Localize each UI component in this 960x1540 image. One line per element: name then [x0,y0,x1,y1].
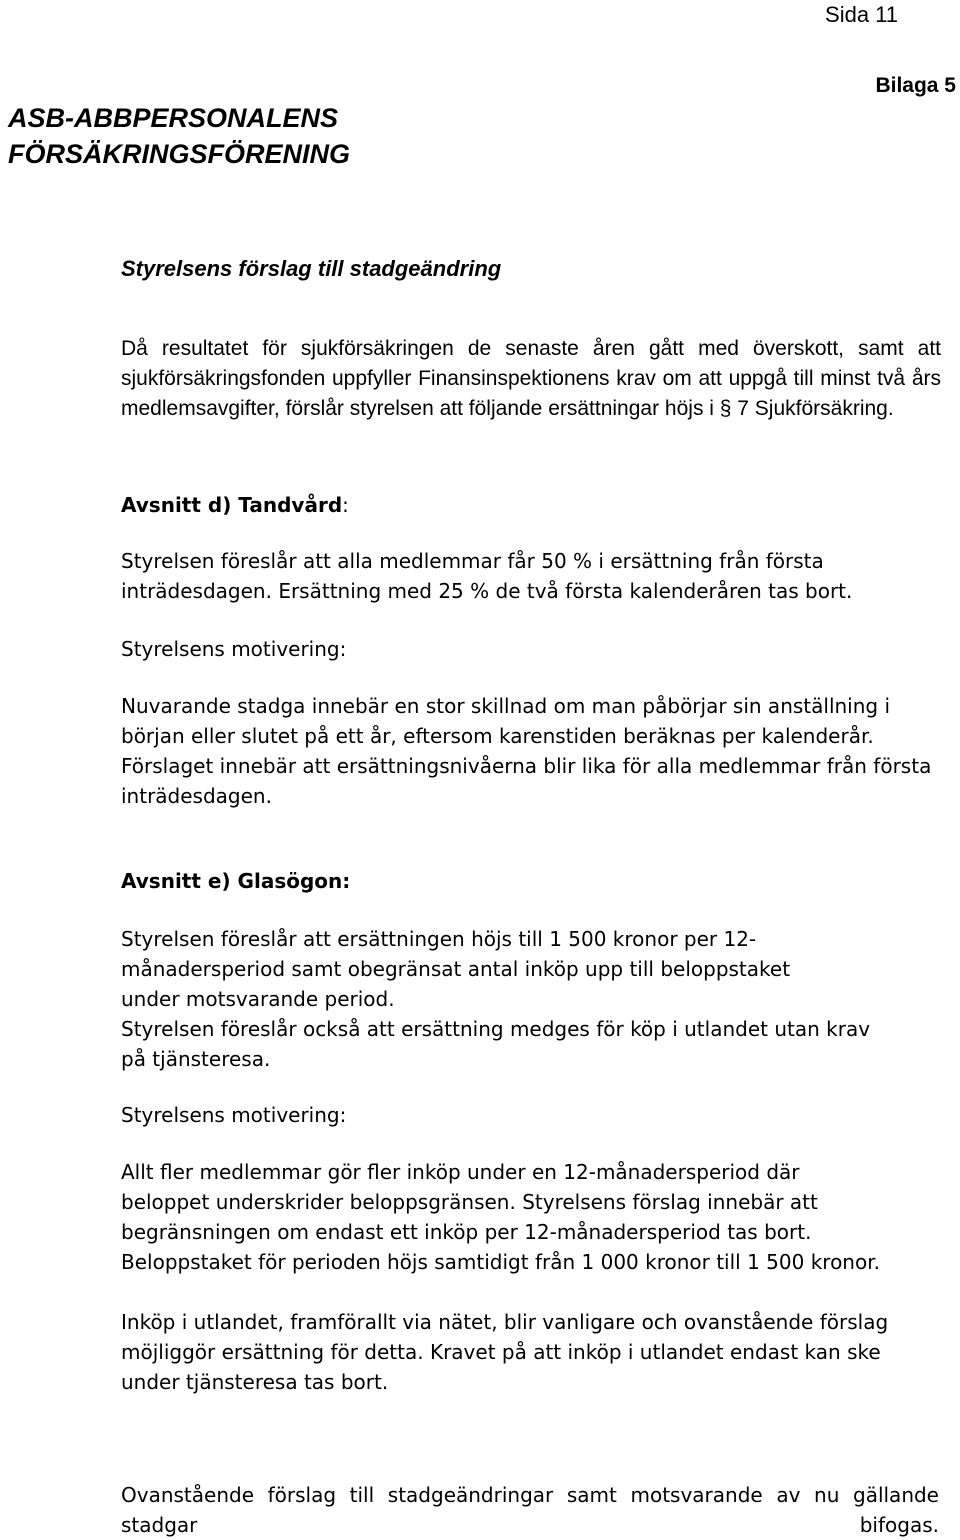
organization-name-line-2: FÖRSÄKRINGSFÖRENING [8,139,351,169]
organization-name-line-1: ASB-ABBPERSONALENS [8,103,339,133]
section-d-proposal: Styrelsen föreslår att alla medlemmar får 50 % i ersättning från första inträdesdagen. Ersättning med 25 % de två första kalenderåren tas bort. [121,549,853,603]
page-number: Sida 11 [825,2,898,27]
section-d-motivation: Nuvarande stadga innebär en stor skillnad om man påbörjar sin anställning i början eller slutet på ett år, eftersom karenstiden beräknas per kalenderår. Förslaget innebär att ersättningsnivåerna blir lika för alla medlemmar från första inträdesdagen. [121,694,932,808]
appendix-label: Bilaga 5 [875,74,956,97]
intro-paragraph: Då resultatet för sjukförsäkringen de senaste åren gått med överskott, samt att sjukförsäkringsfonden uppfyller Finansinspektionens krav om att uppgå till minst två års medlemsavgifter, förslår styrelsen att följande ersättningar höjs i § 7 Sjukförsäkring. [121,337,941,420]
section-e-motivation-1: Allt fler medlemmar gör fler inköp under en 12-månadersperiod där beloppet underskrider beloppsgränsen. Styrelsens förslag innebär att begränsningen om endast ett inköp per 12-månadersperiod tas bort. [121,1160,818,1244]
document-heading: Styrelsens förslag till stadgeändring [121,256,502,281]
section-d-title [121,490,941,520]
section-e-title: Avsnitt e) Glasögon: [121,869,351,893]
section-e-proposal-1: Styrelsen föreslår att ersättningen höjs till 1 500 kronor per 12-månadersperiod samt obegränsat antal inköp upp till beloppstaket under motsvarande period. [121,927,791,1011]
closing-paragraph: Ovanstående förslag till stadgeändringar samt motsvarande av nu gällande stadgar bifogas. [121,1483,939,1537]
section-e-motivation-3: Inköp i utlandet, framförallt via nätet, blir vanligare och ovanstående förslag möjliggör ersättning för detta. Kravet på att inköp i utlandet endast kan ske under tjänsteresa tas bort. [121,1310,889,1394]
section-e-motivation-label: Styrelsens motivering: [121,1103,347,1127]
section-d-title-text: Avsnitt d) Tandvård [121,493,343,517]
organization-name [8,100,350,172]
section-d-motivation-label: Styrelsens motivering: [121,637,347,661]
section-e-proposal-2: Styrelsen föreslår också att ersättning medges för köp i utlandet utan krav på tjänsteresa. [121,1017,871,1071]
section-d-title-colon: : [342,493,349,517]
section-e-motivation-2: Beloppstaket för perioden höjs samtidigt från 1 000 kronor till 1 500 kronor. [121,1250,880,1274]
